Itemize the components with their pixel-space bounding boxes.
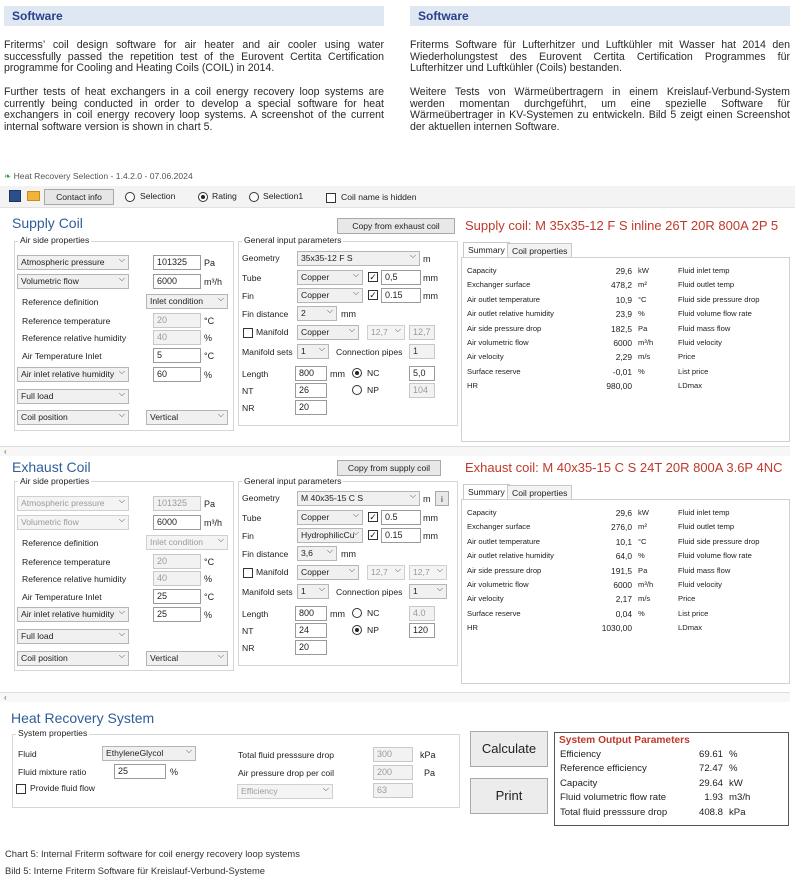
exhaust-ref-temp-label: Reference temperature (22, 557, 111, 567)
mode-selection-label: Selection (140, 191, 176, 201)
supply-vol-flow-select[interactable]: Volumetric flow ⌵ (17, 274, 129, 289)
fluid-mixture-unit: % (170, 767, 179, 777)
exhaust-geometry-unit: m (423, 494, 431, 504)
exhaust-result-label: Air volumetric flow (467, 580, 529, 589)
exhaust-air-temp-input[interactable]: 25 (153, 589, 201, 604)
provide-fluid-flow-label: Provide fluid flow (30, 783, 95, 793)
exhaust-result-label: Air side pressure drop (467, 565, 542, 575)
exhaust-result-unit: kW (638, 508, 649, 517)
supply-results-panel (461, 257, 790, 442)
supply-result-unit: Pa (638, 323, 648, 333)
supply-ref-hum-label: Reference relative humidity (22, 333, 127, 343)
supply-ref-temp-unit: °C (204, 316, 215, 326)
supply-coil-position-value[interactable]: Vertical ⌵ (146, 410, 228, 425)
supply-manifold-b-input: 12,7 (409, 325, 435, 340)
exhaust-result-label: Air outlet temperature (467, 536, 541, 546)
exhaust-nc-input: 4.0 (409, 606, 435, 621)
exhaust-nc-label: NC (367, 608, 380, 618)
supply-atm-pressure-select[interactable]: Atmospheric pressure ⌵ (17, 255, 129, 270)
exhaust-result-value: 1030,00 (601, 623, 632, 634)
supply-result-label: Surface reserve (467, 366, 521, 376)
supply-geometry-unit: m (423, 254, 431, 264)
air-pressure-drop-label: Air pressure drop per coil (238, 768, 335, 778)
exhaust-ref-hum-label: Reference relative humidity (22, 574, 127, 584)
system-output-unit: kW (729, 777, 743, 789)
exhaust-fluid-label: Fluid volume flow rate (678, 551, 752, 561)
supply-ref-def-select[interactable]: Inlet condition ⌵ (146, 294, 228, 309)
supply-ref-hum-input: 40 (153, 330, 201, 345)
supply-fluid-label: Fluid side pressure drop (678, 294, 760, 304)
supply-fluid-label: LDmax (678, 381, 703, 391)
supply-fin-checkbox[interactable]: ✓ (369, 290, 377, 300)
copy-from-exhaust-button[interactable]: Copy from exhaust coil (337, 218, 455, 234)
exhaust-atm-unit: Pa (204, 499, 216, 509)
supply-fluid-label: Fluid outlet temp (678, 280, 735, 290)
supply-connection-pipes-label: Connection pipes (336, 347, 403, 357)
exhaust-general-title: General input parameters (244, 476, 342, 486)
system-output-label: Fluid volumetric flow rate (560, 792, 667, 804)
exhaust-results-panel (461, 499, 790, 684)
supply-result-value: -0,01 (612, 366, 632, 377)
coil-name-hidden-label: Coil name is hidden (341, 192, 417, 202)
efficiency-input: 63 (373, 783, 413, 798)
exhaust-air-temp-label: Air Temperature Inlet (22, 592, 102, 602)
system-output-label: Reference efficiency (560, 763, 647, 775)
exhaust-coil-position-select[interactable]: Coil position ⌵ (17, 651, 129, 666)
exhaust-coil-name: Exhaust coil: M 40x35-15 C S 24T 20R 800A 3.6P 4NC (465, 460, 783, 475)
supply-inlet-hum-input[interactable]: 60 (153, 367, 201, 382)
exhaust-nc-radio[interactable] (352, 608, 362, 618)
app-window (0, 168, 795, 833)
exhaust-inlet-hum-input[interactable]: 25 (153, 607, 201, 622)
exhaust-fin-label: Fin (242, 531, 254, 541)
supply-fin-distance-select[interactable]: 2 ⌵ (297, 306, 337, 321)
supply-manifold-select[interactable]: Copper ⌵ (297, 325, 359, 340)
window-title (4, 171, 193, 182)
exhaust-result-unit: m² (638, 522, 647, 532)
system-output-value: 408.8 (698, 806, 723, 818)
supply-general-title: General input parameters (244, 235, 342, 245)
exhaust-atm-pressure-input: 101325 (153, 496, 201, 511)
exhaust-manifold-checkbox[interactable] (243, 568, 253, 578)
system-output-label: Efficiency (560, 749, 601, 760)
supply-coil-panel (0, 210, 795, 450)
supply-geometry-label: Geometry (242, 253, 280, 263)
supply-fluid-label: Fluid mass flow (678, 323, 731, 333)
supply-air-side-title: Air side properties (20, 235, 90, 245)
supply-result-unit: m³/h (638, 338, 654, 347)
exhaust-coil-position-value[interactable]: Vertical ⌵ (146, 651, 228, 666)
exhaust-np-label: NP (367, 625, 379, 635)
supply-result-value: 29,6 (615, 266, 632, 276)
supply-coil-name: Supply coil: M 35x35-12 F S inline 26T 20R 800A 2P 5 (465, 218, 779, 233)
exhaust-result-value: 10,1 (615, 536, 632, 547)
system-output-unit: % (729, 749, 738, 760)
exhaust-geometry-select[interactable]: M 40x35-15 C S ⌵ (297, 491, 420, 506)
supply-fin-unit: mm (423, 291, 438, 301)
right-paragraph-2: Weitere Tests von Wärmeübertragern in einem Kreislauf-Verbund-System werden momentan durchgeführt, um eine spezielle Software für Wärmeübertrager in KV-Systemen zu entwickeln. Bild 5 zeigt einen Screenshot der aktuellen internen Software. (410, 86, 790, 133)
right-paragraph-1: Friterms Software für Lufterhitzer und Luftkühler mit Wasser hat 2014 den Wiederholungstest des Eurovent Certita Certification Programmes für Lufterhitzer und Luftkühler (Coils) bestanden. (410, 39, 790, 75)
exhaust-ref-def-select: Inlet condition ⌵ (146, 535, 228, 550)
exhaust-fin-checkbox[interactable]: ✓ (369, 530, 377, 540)
calculate-button[interactable]: Calculate (470, 731, 548, 767)
supply-tube-checkbox[interactable]: ✓ (369, 272, 377, 282)
heat-recovery-panel (0, 704, 795, 832)
exhaust-fin-distance-unit: mm (341, 549, 356, 559)
supply-length-unit: mm (330, 369, 345, 379)
toolbar (0, 186, 795, 208)
supply-coil-title: Supply Coil (12, 215, 83, 231)
supply-manifold-label: Manifold (256, 327, 289, 337)
supply-nr-input[interactable]: 20 (295, 400, 327, 415)
supply-atm-pressure-input[interactable]: 101325 (153, 255, 201, 270)
supply-inlet-hum-unit: % (204, 370, 213, 380)
supply-manifold-checkbox[interactable] (243, 328, 253, 338)
exhaust-coil-panel (0, 456, 795, 694)
exhaust-geometry-label: Geometry (242, 493, 280, 503)
system-output-label: Total fluid presssure drop (560, 806, 668, 818)
exhaust-result-unit: m³/h (638, 580, 654, 589)
fluid-label: Fluid (18, 749, 37, 759)
exhaust-result-label: Air outlet relative humidity (467, 551, 554, 561)
supply-result-value: 980,00 (606, 381, 632, 392)
exhaust-ref-temp-input: 20 (153, 554, 201, 569)
exhaust-air-temp-unit: °C (204, 592, 215, 602)
supply-tube-label: Tube (242, 273, 262, 283)
system-output-unit: m3/h (729, 792, 751, 804)
exhaust-ref-temp-unit: °C (204, 557, 215, 567)
total-fluid-drop-unit: kPa (420, 750, 436, 760)
system-output-value: 29.64 (698, 777, 723, 789)
exhaust-manifold-a-select: 12,7 ⌵ (367, 565, 405, 580)
exhaust-vol-flow-select: Volumetric flow ⌵ (17, 515, 129, 530)
supply-tab-coil-properties[interactable]: Coil properties (507, 243, 572, 258)
exhaust-geometry-info-button[interactable]: i (435, 491, 449, 506)
exhaust-fluid-label: Fluid side pressure drop (678, 536, 760, 546)
exhaust-vol-flow-input[interactable]: 6000 (153, 515, 201, 530)
exhaust-result-unit: m/s (638, 594, 651, 604)
exhaust-manifold-sets-select[interactable]: 1 ⌵ (297, 584, 329, 599)
exhaust-result-value: 0,04 (615, 608, 632, 619)
mode-selection1-label: Selection1 (263, 191, 304, 201)
left-heading: Software (4, 6, 384, 26)
exhaust-fluid-label: Price (678, 594, 696, 604)
exhaust-tube-label: Tube (242, 513, 262, 523)
supply-manifold-sets-select[interactable]: 1 ⌵ (297, 344, 329, 359)
supply-result-unit: m² (638, 280, 647, 290)
exhaust-connection-pipes-select[interactable]: 1 ⌵ (409, 584, 447, 599)
supply-fluid-label: List price (678, 366, 709, 376)
supply-ref-temp-label: Reference temperature (22, 316, 111, 326)
exhaust-ref-hum-input: 40 (153, 571, 201, 586)
supply-length-label: Length (242, 369, 269, 379)
supply-air-temp-label: Air Temperature Inlet (22, 351, 102, 361)
supply-fluid-label: Price (678, 352, 696, 362)
exhaust-nr-input[interactable]: 20 (295, 640, 327, 655)
exhaust-tube-checkbox[interactable]: ✓ (369, 512, 377, 522)
system-output-value: 69.61 (698, 749, 723, 760)
exhaust-length-label: Length (242, 609, 269, 619)
supply-result-label: Air outlet relative humidity (467, 309, 554, 319)
supply-nc-radio[interactable] (352, 368, 362, 378)
exhaust-load-select[interactable]: Full load ⌵ (17, 629, 129, 644)
supply-result-label: Exchanger surface (467, 280, 531, 290)
exhaust-fluid-label: Fluid velocity (678, 580, 722, 589)
contact-info-button[interactable]: Contact info (44, 189, 114, 205)
exhaust-np-input[interactable]: 120 (409, 623, 435, 638)
exhaust-result-label: Surface reserve (467, 608, 521, 618)
supply-fin-distance-label: Fin distance (242, 309, 289, 319)
exhaust-result-label: Exchanger surface (467, 522, 531, 532)
exhaust-result-unit: °C (638, 536, 647, 546)
system-output-value: 72.47 (698, 763, 723, 775)
exhaust-result-value: 29,6 (615, 508, 632, 518)
exhaust-length-input[interactable]: 800 (295, 606, 327, 621)
exhaust-fluid-label: List price (678, 608, 709, 618)
mode-selection-radio[interactable] (125, 192, 135, 202)
supply-scrollbar[interactable]: ‹ (0, 446, 790, 456)
exhaust-fluid-label: Fluid inlet temp (678, 508, 730, 517)
supply-result-value: 6000 (613, 338, 632, 348)
supply-result-value: 478,2 (611, 280, 632, 291)
supply-vol-flow-input[interactable]: 6000 (153, 274, 201, 289)
system-output-title: System Output Parameters (559, 735, 690, 746)
mode-rating-radio[interactable] (198, 192, 208, 202)
supply-np-input: 104 (409, 383, 435, 398)
supply-connection-pipes-input: 1 (409, 344, 435, 359)
left-paragraph-2: Further tests of heat exchangers in a coil energy recovery loop systems are currently being conducted in order to develop a special software for heat exchangers in coil energy recovery loop systems. A screenshot of the current internal software version is shown in chart 5. (4, 86, 384, 133)
supply-fluid-label: Fluid inlet temp (678, 266, 730, 275)
supply-fluid-label: Fluid velocity (678, 338, 722, 347)
exhaust-fin-thk-input[interactable]: 0.15 (381, 528, 421, 543)
provide-fluid-flow-checkbox[interactable] (16, 784, 26, 794)
supply-air-temp-unit: °C (204, 351, 215, 361)
exhaust-inlet-hum-select[interactable]: Air inlet relative humidity ⌵ (17, 607, 129, 622)
supply-vol-unit: m³/h (204, 277, 222, 287)
supply-manifold-sets-label: Manifold sets (242, 347, 293, 357)
exhaust-tab-coil-properties[interactable]: Coil properties (507, 485, 572, 500)
fluid-mixture-input[interactable]: 25 (114, 764, 166, 779)
system-output-unit: kPa (729, 806, 746, 818)
exhaust-air-side-title: Air side properties (20, 476, 90, 486)
supply-nr-label: NR (242, 403, 255, 413)
exhaust-result-label: Capacity (467, 508, 497, 517)
caption-en: Chart 5: Internal Friterm software for coil energy recovery loop systems (5, 848, 300, 859)
exhaust-connection-pipes-label: Connection pipes (336, 587, 403, 597)
exhaust-tube-thk-input[interactable]: 0.5 (381, 510, 421, 525)
exhaust-fin-unit: mm (423, 531, 438, 541)
supply-result-label: Air side pressure drop (467, 323, 542, 333)
exhaust-nt-input[interactable]: 24 (295, 623, 327, 638)
supply-result-unit: kW (638, 266, 649, 275)
window-title-text: Heat Recovery Selection - 1.4.2.0 - 07.06.2024 (13, 171, 193, 181)
supply-nt-input[interactable]: 26 (295, 383, 327, 398)
supply-nc-label: NC (367, 368, 380, 378)
supply-tube-unit: mm (423, 273, 438, 283)
exhaust-result-unit: % (638, 608, 645, 618)
fluid-select[interactable]: EthyleneGlycol ⌵ (102, 746, 196, 761)
supply-inlet-hum-select[interactable]: Air inlet relative humidity ⌵ (17, 367, 129, 382)
system-output-value: 1.93 (704, 792, 723, 804)
exhaust-length-unit: mm (330, 609, 345, 619)
supply-ref-hum-unit: % (204, 333, 213, 343)
supply-result-value: 23,9 (615, 309, 632, 320)
supply-fin-thk-input[interactable]: 0.15 (381, 288, 421, 303)
supply-result-value: 2,29 (615, 352, 632, 363)
supply-fin-select[interactable]: Copper ⌵ (297, 288, 363, 303)
exhaust-fin-distance-label: Fin distance (242, 549, 289, 559)
system-output-box (554, 732, 789, 826)
exhaust-fin-select[interactable]: HydrophilicCu ⌵ (297, 528, 363, 543)
supply-result-unit: % (638, 309, 645, 319)
supply-result-label: Capacity (467, 266, 497, 275)
print-button[interactable]: Print (470, 778, 548, 814)
exhaust-fluid-label: LDmax (678, 623, 703, 633)
exhaust-ref-hum-unit: % (204, 574, 213, 584)
supply-geometry-select[interactable]: 35x35-12 F S ⌵ (297, 251, 420, 266)
supply-fin-distance-unit: mm (341, 309, 356, 319)
exhaust-result-value: 191,5 (611, 565, 632, 576)
exhaust-tube-select[interactable]: Copper ⌵ (297, 510, 363, 525)
exhaust-result-value: 2,17 (615, 594, 632, 605)
supply-fluid-label: Fluid volume flow rate (678, 309, 752, 319)
supply-result-unit: m/s (638, 352, 651, 362)
supply-tab-summary[interactable]: Summary (463, 242, 510, 257)
exhaust-nt-label: NT (242, 626, 254, 636)
exhaust-fluid-label: Fluid mass flow (678, 565, 731, 575)
exhaust-result-label: Air velocity (467, 594, 504, 604)
exhaust-fluid-label: Fluid outlet temp (678, 522, 735, 532)
fluid-mixture-label: Fluid mixture ratio (18, 767, 87, 777)
right-heading: Software (410, 6, 790, 26)
exhaust-result-value: 6000 (613, 580, 632, 590)
supply-result-label: HR (467, 381, 478, 391)
exhaust-manifold-select[interactable]: Copper ⌵ (297, 565, 359, 580)
exhaust-fin-distance-select[interactable]: 3,6 ⌵ (297, 546, 337, 561)
mode-selection1-radio[interactable] (249, 192, 259, 202)
supply-coil-position-select[interactable]: Coil position ⌵ (17, 410, 129, 425)
efficiency-select: Efficiency ⌵ (237, 784, 333, 799)
exhaust-ref-def-label: Reference definition (22, 538, 99, 548)
exhaust-vol-unit: m³/h (204, 518, 222, 528)
supply-np-radio[interactable] (352, 385, 362, 395)
mode-rating-label: Rating (212, 191, 237, 201)
supply-result-value: 10,9 (615, 294, 632, 305)
exhaust-manifold-label: Manifold (256, 567, 289, 577)
supply-result-value: 182,5 (611, 323, 632, 334)
system-output-unit: % (729, 763, 738, 775)
supply-manifold-a-select: 12,7 ⌵ (367, 325, 405, 340)
coil-name-hidden-checkbox[interactable] (326, 193, 336, 203)
supply-length-input[interactable]: 800 (295, 366, 327, 381)
exhaust-result-value: 64,0 (615, 551, 632, 562)
app-leaf-icon: ❧ (4, 171, 12, 181)
supply-ref-def-label: Reference definition (22, 297, 99, 307)
supply-tube-select[interactable]: Copper ⌵ (297, 270, 363, 285)
folder-icon[interactable] (27, 191, 40, 201)
system-output-label: Capacity (560, 777, 598, 789)
heat-recovery-title: Heat Recovery System (11, 710, 155, 726)
supply-fin-label: Fin (242, 291, 254, 301)
supply-load-select[interactable]: Full load ⌵ (17, 389, 129, 404)
exhaust-result-unit: % (638, 551, 645, 561)
supply-result-unit: °C (638, 294, 647, 304)
exhaust-coil-title: Exhaust Coil (12, 459, 91, 475)
supply-result-unit: % (638, 366, 645, 376)
supply-nc-input[interactable]: 5,0 (409, 366, 435, 381)
supply-np-label: NP (367, 385, 379, 395)
exhaust-manifold-b-select: 12,7 ⌵ (409, 565, 447, 580)
supply-tube-thk-input[interactable]: 0,5 (381, 270, 421, 285)
air-pressure-drop-unit: Pa (424, 768, 436, 778)
exhaust-inlet-hum-unit: % (204, 610, 213, 620)
exhaust-manifold-sets-label: Manifold sets (242, 587, 293, 597)
supply-result-label: Air volumetric flow (467, 338, 529, 347)
exhaust-np-radio[interactable] (352, 625, 362, 635)
supply-atm-unit: Pa (204, 258, 216, 268)
supply-ref-temp-input: 20 (153, 313, 201, 328)
exhaust-result-label: HR (467, 623, 478, 633)
save-icon[interactable] (9, 190, 21, 202)
system-properties-title: System properties (18, 728, 88, 738)
copy-from-supply-button[interactable]: Copy from supply coil (337, 460, 441, 476)
supply-air-temp-input[interactable]: 5 (153, 348, 201, 363)
exhaust-atm-pressure-select: Atmospheric pressure ⌵ (17, 496, 129, 511)
exhaust-nr-label: NR (242, 643, 255, 653)
exhaust-result-unit: Pa (638, 565, 648, 575)
caption-de: Bild 5: Interne Friterm Software für Kreislauf-Verbund-Systeme (5, 865, 265, 876)
total-fluid-drop-label: Total fluid presssure drop (238, 750, 335, 760)
exhaust-scrollbar[interactable]: ‹ (0, 692, 790, 702)
exhaust-result-value: 276,0 (611, 522, 632, 533)
air-pressure-drop-input: 200 (373, 765, 413, 780)
left-paragraph-1: Friterms’ coil design software for air heater and air cooler using water successfully passed the repetition test of the Eurovent Certita Certification programme for Cooling and Heating Coils (COIL) in 2014. (4, 39, 384, 75)
exhaust-tube-unit: mm (423, 513, 438, 523)
supply-result-label: Air velocity (467, 352, 504, 362)
exhaust-tab-summary[interactable]: Summary (463, 484, 510, 499)
supply-nt-label: NT (242, 386, 254, 396)
supply-result-label: Air outlet temperature (467, 294, 541, 304)
total-fluid-drop-input: 300 (373, 747, 413, 762)
